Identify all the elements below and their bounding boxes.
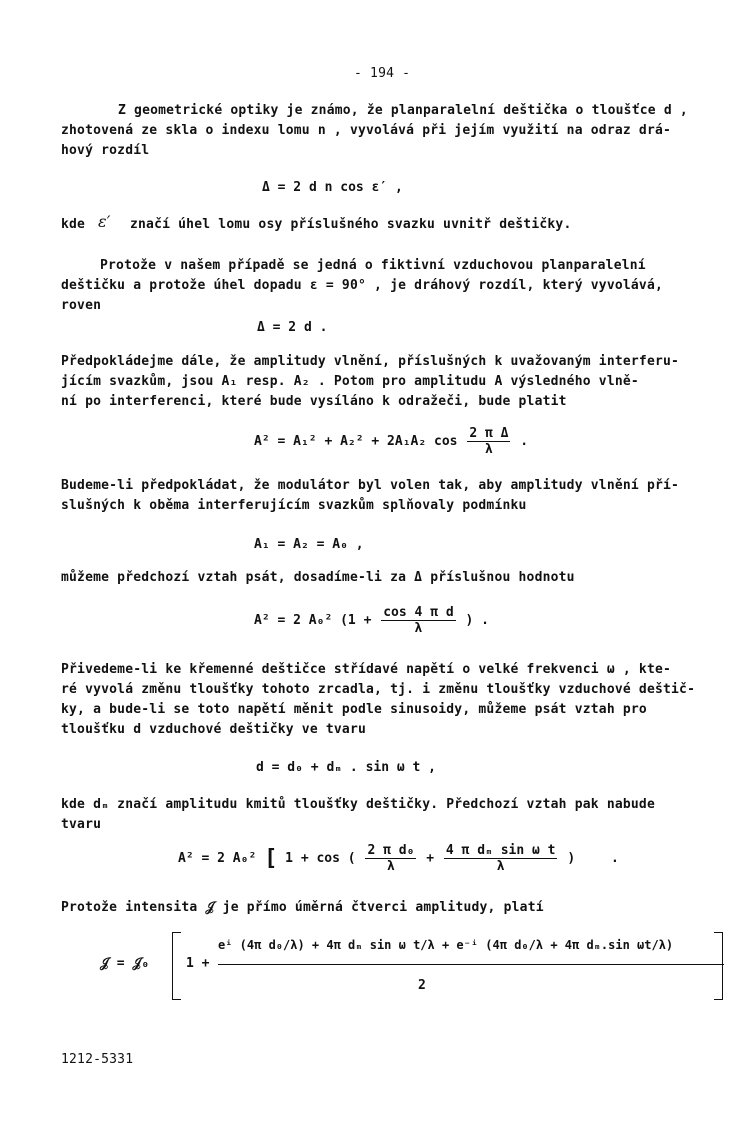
equation-left: 𝒥 = 𝒥₀ [100,956,150,971]
equation-path-difference: Δ = 2 d n cos ε′ , [262,180,403,195]
equation-one: 1 + [186,956,210,971]
equation-left: A² = 2 A₀² (1 + [254,613,372,628]
paragraph-line: roven [61,298,102,313]
equation-delta: Δ = 2 d . [257,320,328,335]
fraction [365,843,416,874]
document-id: 1212-5331 [61,1052,134,1067]
equation-end: . [520,434,529,449]
paragraph-line: zhotovená ze skla o indexu lomu n , vyvolává při jejím využití na odraz drá- [61,123,672,138]
equation-left: A² = 2 A₀² [178,851,265,866]
numerator: cos 4 π d [383,605,454,620]
fraction-denominator: 2 [418,978,426,993]
fraction-numerator: eⁱ (4π d₀/λ) + 4π dₘ sin ω t/λ + e⁻ⁱ (4π d₀/λ + 4π dₘ.sin ωt/λ) [218,938,674,952]
paragraph-line: Protože intensita 𝒥 je přímo úměrná čtverci amplitudy, platí [61,900,544,915]
paragraph-line: Předpokládejme dále, že amplitudy vlnění, příslušných k uvažovaným interferu- [61,354,680,369]
paragraph-line: ní po interferenci, které bude vysíláno k odražeči, bude platit [61,394,567,409]
paragraph-line: slušných k oběma interferujícím svazkům splňovaly podmínku [61,498,527,513]
fraction-bar [218,964,724,965]
epsilon-symbol: ε′ [98,212,111,231]
paragraph-line: ky, a bude-li se toto napětí měnit podle sinusoidy, můžeme psát vztah pro [61,702,647,717]
close-bracket [714,932,723,1000]
equation-amplitude [254,426,528,457]
equation-left: A² = A₁² + A₂² + 2A₁A₂ cos [254,434,458,449]
paragraph-line: kde dₘ značí amplitudu kmitů tloušťky deštičky. Předchozí vztah pak nabude [61,797,655,812]
equation-intensity [100,930,730,1000]
fraction [467,426,510,457]
paragraph-line: Protože v našem případě se jedná o fiktivní vzduchovou planparalelní [100,258,646,273]
numerator: 4 π dₘ sin ω t [445,843,556,858]
equation-amplitude-modulated [178,843,619,874]
plus-sign: + [426,851,435,866]
numerator: 2 π Δ [469,426,509,441]
paragraph-line: Z geometrické optiky je známo, že planparalelní deštička o tloušťce d , [118,103,688,118]
denominator: λ [496,859,505,874]
fraction [444,843,558,874]
equation-amplitude-substituted [254,605,489,636]
denominator: λ [414,621,423,636]
page-number: - 194 - [354,66,411,81]
equation-thickness: d = d₀ + dₘ . sin ω t , [256,760,437,775]
equation-end: . [610,851,619,866]
paragraph-line: deštičku a protože úhel dopadu ε = 90° , je dráhový rozdíl, který vyvolává, [61,278,663,293]
paragraph-line: ré vyvolá změnu tloušťky tohoto zrcadla, tj. i změnu tloušťky vzduchové deštič- [61,682,696,697]
numerator: 2 π d₀ [367,843,415,858]
equation-equal-amplitudes: A₁ = A₂ = A₀ , [254,537,364,552]
denominator: λ [484,442,493,457]
paragraph-line: kde [61,217,86,232]
paragraph-line: hový rozdíl [61,143,150,158]
open-bracket [172,932,181,1000]
paragraph-line: tvaru [61,817,102,832]
paragraph-line: značí úhel lomu osy příslušného svazku uvnitř deštičky. [130,217,572,232]
fraction [381,605,455,636]
equation-mid: 1 + cos ( [285,851,356,866]
paragraph-line: Přivedeme-li ke křemenné deštičce střídavé napětí o velké frekvenci ω , kte- [61,662,672,677]
close-paren: ) [567,851,576,866]
equation-end: ) . [465,613,489,628]
paragraph-line: jícím svazkům, jsou A₁ resp. A₂ . Potom pro amplitudu A výsledného vlně- [61,374,639,389]
open-bracket: [ [264,846,278,871]
paragraph-line: Budeme-li předpokládat, že modulátor byl volen tak, aby amplitudy vlnění pří- [61,478,680,493]
paragraph-line: můžeme předchozí vztah psát, dosadíme-li za Δ příslušnou hodnotu [61,570,575,585]
paragraph-line: tloušťku d vzduchové deštičky ve tvaru [61,722,367,737]
denominator: λ [387,859,395,874]
